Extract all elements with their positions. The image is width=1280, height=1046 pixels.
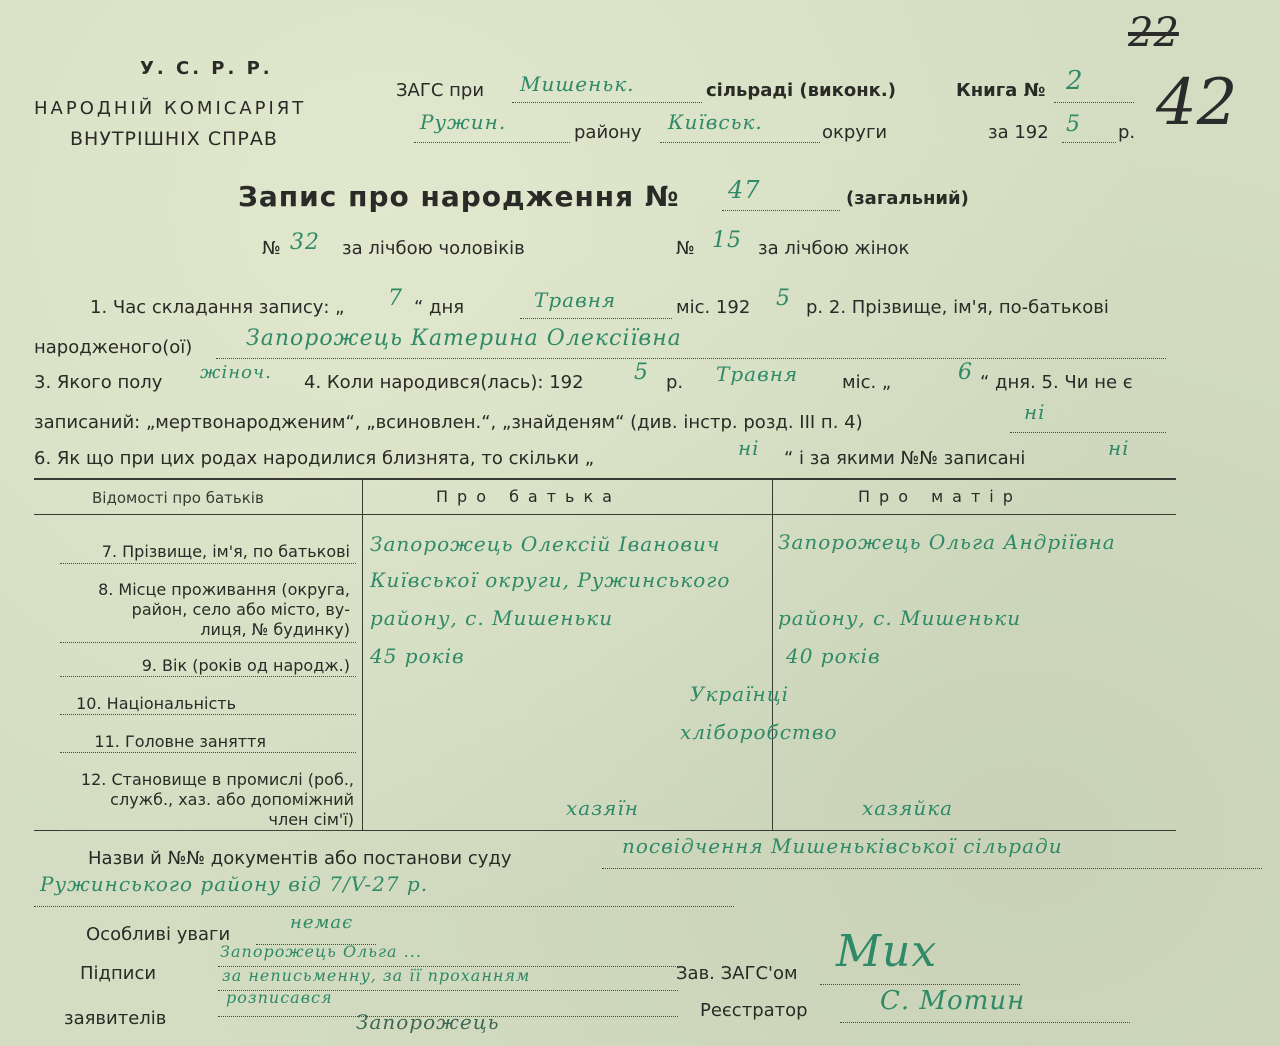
applicant-note-3: розписався: [226, 988, 333, 1007]
docs-dotline-1: [602, 868, 1262, 869]
line1-month-dotline: [520, 318, 672, 319]
line3-label-d: міс. „: [842, 372, 892, 393]
head-label: Зав. ЗАГС'ом: [676, 963, 798, 984]
record-number: 47: [728, 176, 761, 204]
row-label-residence-2: район, село або місто, ву-: [131, 600, 350, 619]
zags-label: ЗАГС при: [396, 80, 485, 101]
record-number-suffix: (загальний): [846, 188, 969, 209]
women-prefix: №: [676, 238, 695, 259]
table-divider-1: [362, 478, 363, 830]
line2-dotline: [216, 358, 1166, 359]
zags-dotline: [512, 102, 702, 103]
line3-label-e: “ дня. 5. Чи не є: [980, 372, 1133, 393]
okrug-dotline: [660, 142, 820, 143]
page-number: 42: [1156, 66, 1238, 140]
row-label-residence-3: лиця, № будинку): [200, 620, 350, 639]
silradi-label: сільраді (виконк.): [706, 80, 896, 101]
title-dotline: [722, 210, 840, 211]
docs-value-1: посвідчення Мишеньківської сільради: [622, 834, 1063, 858]
men-value: 32: [290, 230, 320, 255]
signatures-label-2: заявителів: [64, 1008, 167, 1029]
birth-year: 5: [634, 360, 649, 385]
row-leader-5: [60, 752, 356, 753]
father-status: хазяїн: [566, 796, 639, 820]
row-leader-1: [60, 563, 356, 564]
commissariat-line-1: НАРОДНІЙ КОМІСАРІЯТ: [34, 98, 307, 119]
ussr-heading: У. С. Р. Р.: [140, 58, 273, 79]
okrug-value: Київськ.: [668, 110, 763, 134]
line4-dotline: [1010, 432, 1166, 433]
signatures-label-1: Підписи: [80, 963, 157, 984]
rayon-dotline: [414, 142, 570, 143]
father-age: 45 років: [370, 644, 465, 668]
child-full-name: Запорожець Катерина Олексіївна: [246, 326, 682, 351]
row-leader-6: [60, 830, 356, 831]
year-value: 5: [1066, 112, 1081, 137]
rayon-value: Ружин.: [420, 110, 507, 134]
commissariat-line-2: ВНУТРІШНІХ СПРАВ: [70, 128, 278, 150]
line1-label-c: міс. 192: [676, 297, 751, 318]
birth-day: 6: [958, 360, 973, 385]
line1-month: Травня: [534, 288, 617, 312]
row-label-status-3: член сім'ї): [268, 810, 354, 829]
line2-label: народженого(ої): [34, 337, 193, 358]
applicant-note-1: Запорожець Ольга ...: [220, 942, 422, 961]
line5-label-b: “ і за якими №№ записані: [784, 448, 1026, 469]
line5-label-a: 6. Як що при цих родах народилися близнята, то скільки „: [34, 448, 595, 469]
table-header-rule: [34, 514, 1176, 515]
line4-label: записаний: „мертвонародженим“, „всиновлен.“, „знайденям“ (див. інстр. розд. III п. 4): [34, 412, 863, 433]
row-leader-3: [60, 676, 356, 677]
line1-label-a: 1. Час складання запису: „: [90, 297, 345, 318]
father-residence-1: Київської округи, Ружинського: [370, 568, 731, 592]
notes-value: немає: [290, 912, 354, 933]
year-label-suffix: р.: [1118, 122, 1136, 143]
page-number-crossed: 22: [1128, 10, 1179, 56]
registrar-dotline: [840, 1022, 1130, 1023]
registrar-label: Реєстратор: [700, 1000, 808, 1021]
row-label-nationality: 10. Національність: [76, 694, 236, 713]
row-label-status-1: 12. Становище в промислі (роб.,: [80, 770, 354, 789]
row-leader-2: [60, 642, 356, 643]
zags-value: Мишеньк.: [520, 72, 635, 96]
docs-dotline-2: [34, 906, 734, 907]
line3-label-a: 3. Якого полу: [34, 372, 163, 393]
row-label-residence-1: 8. Місце проживання (округа,: [98, 580, 350, 599]
mother-status: хазяйка: [862, 796, 954, 820]
table-divider-2: [772, 478, 773, 830]
twins-numbers: ні: [1108, 436, 1130, 460]
book-label: Книга №: [956, 80, 1046, 101]
rayon-label: району: [574, 122, 642, 143]
year-dotline: [1062, 142, 1116, 143]
line3-label-c: р.: [666, 372, 684, 393]
notes-label: Особливі уваги: [86, 924, 231, 945]
registrar-signature: С. Мотин: [880, 986, 1026, 1016]
father-name: Запорожець Олексій Іванович: [370, 532, 721, 556]
line3-label-b: 4. Коли народився(лась): 192: [304, 372, 584, 393]
line1-day: 7: [388, 286, 403, 311]
applicant-signature: Запорожець: [356, 1010, 500, 1034]
mother-age: 40 років: [786, 644, 881, 668]
line1-label-b: “ дня: [414, 297, 465, 318]
head-signature: Мих: [836, 926, 938, 977]
table-header-father: Про батька: [436, 487, 621, 506]
stillborn-value: ні: [1024, 400, 1046, 424]
book-value: 2: [1066, 66, 1084, 96]
record-title: Запис про народження №: [238, 180, 680, 213]
docs-value-2: Ружинського району від 7/V-27 р.: [40, 872, 429, 896]
parents-nationality: Українці: [690, 682, 790, 706]
table-top-rule: [34, 478, 1176, 480]
men-prefix: №: [262, 238, 281, 259]
head-dotline: [820, 984, 1020, 985]
birth-month: Травня: [716, 362, 799, 386]
row-label-name: 7. Прізвище, ім'я, по батькові: [101, 542, 350, 561]
row-label-status-2: служб., хаз. або допоміжний: [110, 790, 354, 809]
book-dotline: [1054, 102, 1134, 103]
parents-occupation: хліборобство: [680, 720, 838, 744]
row-label-occupation: 11. Головне заняття: [94, 732, 266, 751]
line1-year: 5: [776, 286, 791, 311]
table-header-mother: Про матір: [858, 487, 1022, 506]
father-residence-2: району, с. Мишеньки: [370, 606, 614, 630]
okrug-label: округи: [822, 122, 888, 143]
line1-label-d: р. 2. Прізвище, ім'я, по-батькові: [806, 297, 1109, 318]
applicant-note-2: за неписьменну, за її проханням: [222, 966, 531, 985]
twins-count: ні: [738, 436, 760, 460]
women-value: 15: [712, 228, 742, 253]
docs-label: Назви й №№ документів або постанови суду: [88, 848, 512, 869]
women-label: за лічбою жінок: [758, 238, 910, 259]
mother-name: Запорожець Ольга Андріївна: [778, 530, 1116, 554]
table-header-parents: Відомості про батьків: [92, 489, 264, 507]
men-label: за лічбою чоловіків: [342, 238, 525, 259]
mother-residence-1: району, с. Мишеньки: [778, 606, 1022, 630]
year-label-prefix: за 192: [988, 122, 1049, 143]
child-sex: жіноч.: [200, 362, 272, 383]
row-leader-4: [60, 714, 356, 715]
row-label-age: 9. Вік (років од народж.): [141, 656, 350, 675]
